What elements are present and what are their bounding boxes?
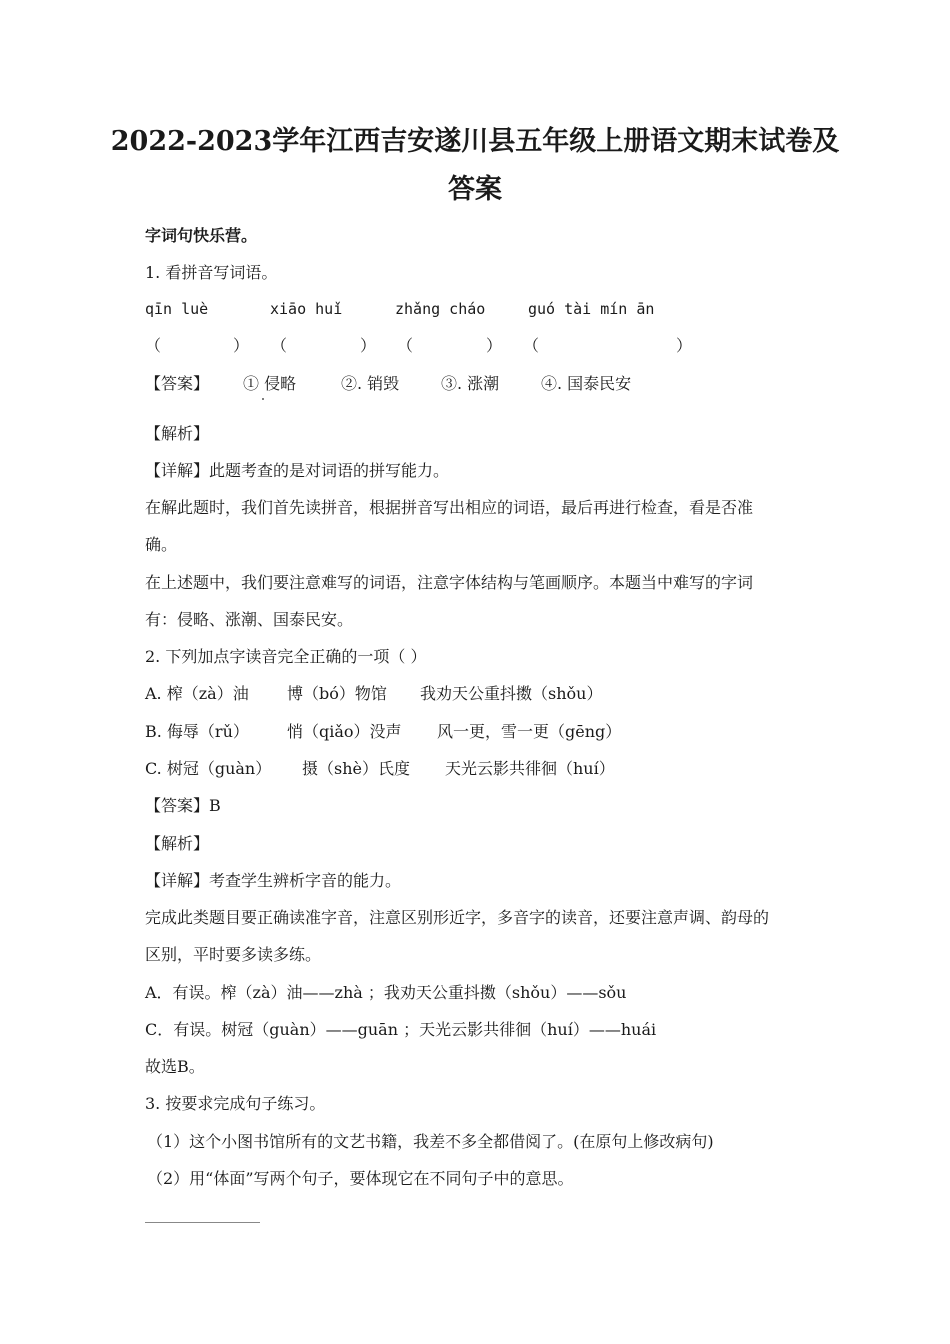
q1-para1-a: 在解此题时，我们首先读拼音，根据拼音写出相应的词语，最后再进行检查，看是否准 [145,498,754,517]
q1-answer-4: ④. 国泰民安 [541,374,632,393]
q2-option-c-1: C. 树冠（guàn） [145,759,272,778]
answer-line [145,1222,260,1223]
q2-option-c-2: 摄（shè）氏度 [302,759,410,778]
q2-analysis-label: 【解析】 [145,834,210,853]
document-title-line-2: 答案 [448,174,502,205]
section-heading: 字词句快乐营。 [145,226,258,245]
q1-blank-4-close: ） [676,336,693,355]
q1-answer-label: 【答案】 [145,374,210,393]
stray-dot-mark [262,398,264,400]
q1-blank-3-open: （ [397,336,414,355]
q1-answer-2: ②. 销毁 [341,374,400,393]
q1-answer-1: ① 侵略 [243,374,297,393]
q2-option-a-2: 博（bó）物馆 [287,684,387,703]
q2-explain-c: C．有误。树冠（guàn）——guān ；天光云影共徘徊（huí）——huái [145,1020,657,1039]
q1-answer-3: ③. 涨潮 [441,374,500,393]
q3-sub-1: （1）这个小图书馆所有的文艺书籍，我差不多全都借阅了。(在原句上修改病句) [147,1132,714,1151]
q1-detail: 【详解】此题考查的是对词语的拼写能力。 [145,461,450,480]
q1-para2-b: 有：侵略、涨潮、国泰民安。 [145,610,354,629]
document-title-line-1: 2022-2023学年江西吉安遂川县五年级上册语文期末试卷及 [110,126,840,157]
q2-option-b-1: B. 侮辱（rǔ） [145,722,249,741]
q1-pinyin-1: qīn luè [145,300,209,318]
q1-pinyin-3: zhǎng cháo [395,300,486,318]
q1-stem: 1. 看拼音写词语。 [145,263,278,282]
q2-detail: 【详解】考查学生辨析字音的能力。 [145,871,402,890]
q2-stem: 2. 下列加点字读音完全正确的一项（ ） [145,647,427,666]
q2-option-b-3: 风一更，雪一更（gēng） [437,722,622,741]
q2-answer: 【答案】B [145,796,221,815]
q2-explain-a: A．有误。榨（zà）油——zhà ；我劝天公重抖擞（shǒu）——sǒu [145,983,627,1002]
q1-blank-3-close: ） [486,336,503,355]
q2-para1-b: 区别，平时要多读多练。 [145,945,322,964]
q2-option-b-2: 悄（qiǎo）没声 [287,722,402,741]
q3-stem: 3. 按要求完成句子练习。 [145,1094,326,1113]
q1-blank-4-open: （ [523,336,540,355]
q1-pinyin-4: guó tài mín ān [528,300,655,318]
q2-para1-a: 完成此类题目要正确读准字音，注意区别形近字，多音字的读音，还要注意声调、韵母的 [145,908,770,927]
q2-choose: 故选B。 [145,1057,205,1076]
q3-sub-2: （2）用“体面”写两个句子，要体现它在不同句子中的意思。 [147,1169,574,1188]
q1-blank-2-close: ） [360,336,377,355]
q2-option-a-3: 我劝天公重抖擞（shǒu） [420,684,603,703]
q1-analysis-label: 【解析】 [145,424,210,443]
q1-blank-1-open: （ [145,336,162,355]
q1-pinyin-2: xiāo huǐ [270,300,343,318]
q1-blank-1-close: ） [233,336,250,355]
q1-para2-a: 在上述题中，我们要注意难写的词语，注意字体结构与笔画顺序。本题当中难写的字词 [145,573,754,592]
q2-option-a-1: A. 榨（zà）油 [145,684,249,703]
q2-option-c-3: 天光云影共徘徊（huí） [445,759,615,778]
q1-blank-2-open: （ [271,336,288,355]
q1-para1-b: 确。 [145,535,178,554]
